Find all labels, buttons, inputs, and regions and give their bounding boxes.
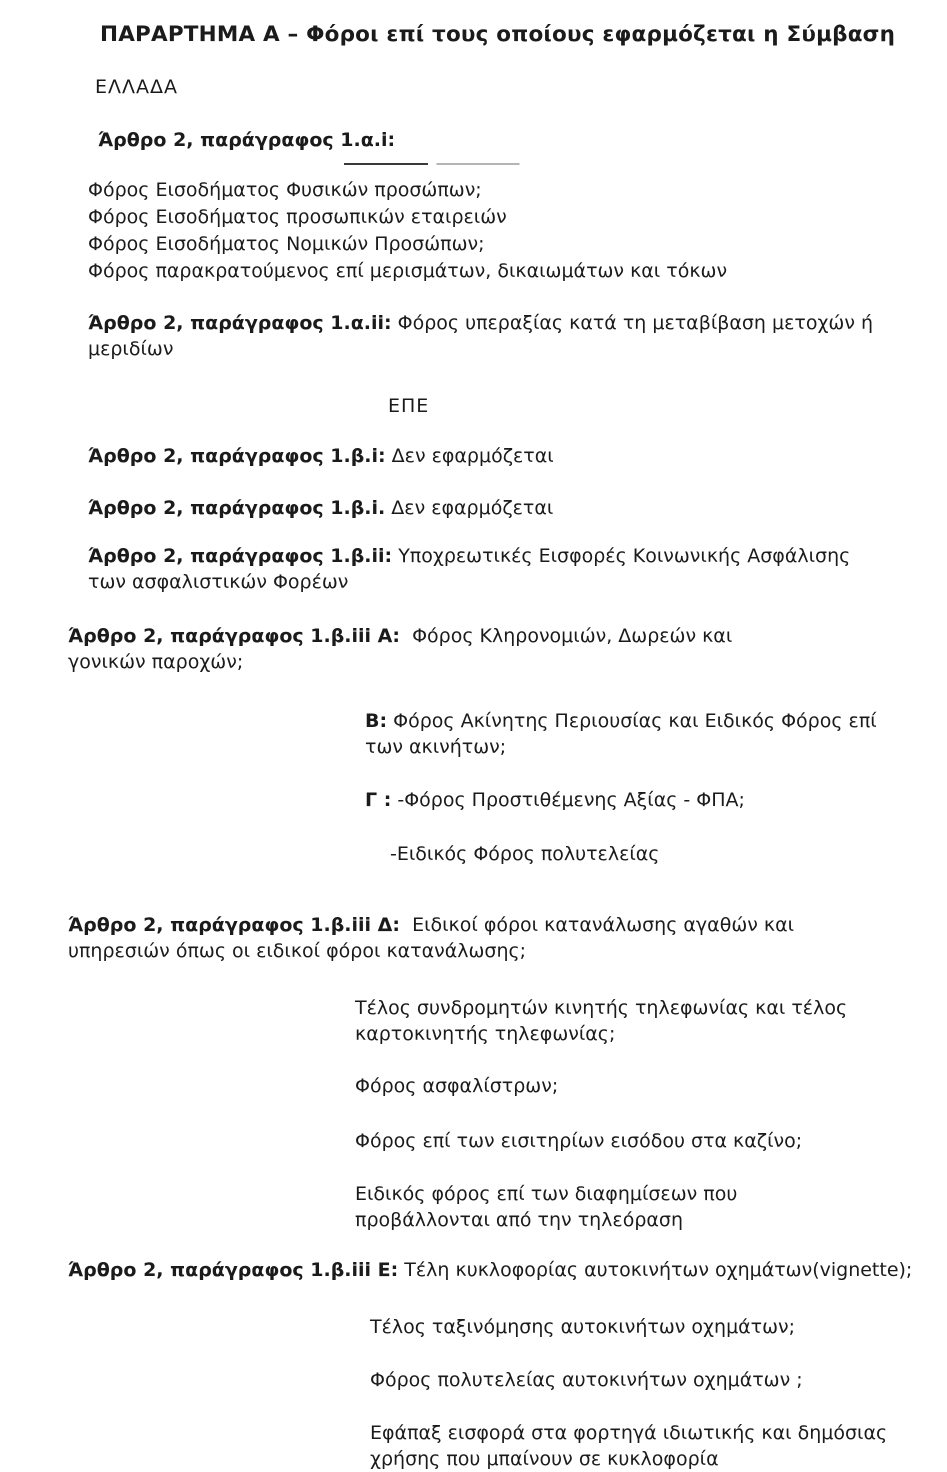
tax-item: Φόρος Εισοδήματος προσωπικών εταιρειών (88, 206, 507, 228)
article-heading-1bi: Άρθρο 2, παράγραφος 1.β.i: (88, 445, 386, 467)
sub-entry-G (365, 787, 917, 813)
article-paragraph-1bi-2 (88, 495, 917, 521)
short-underline (344, 163, 428, 165)
article-heading-1biii-A: Άρθρο 2, παράγραφος 1.β.iii Α: (68, 625, 400, 647)
sub-entry-luxury (390, 841, 917, 867)
article-heading-1bii: Άρθρο 2, παράγραφος 1.β.ii: (88, 545, 393, 567)
article-text: Τέλη κυκλοφορίας αυτοκινήτων οχημάτων(vignette); (404, 1259, 913, 1281)
article-text: Δεν εφαρμόζεται (391, 497, 554, 519)
tax-item: Εφάπαξ εισφορά στα φορτηγά ιδιωτικής και δημόσιας χρήσης που μπαίνουν σε κυκλοφορία (370, 1422, 888, 1470)
sub-text: -Ειδικός Φόρος πολυτελείας (390, 843, 660, 865)
sub-label-B: Β: (365, 710, 388, 732)
tax-item: Φόρος πολυτελείας αυτοκινήτων οχημάτων ; (370, 1369, 803, 1391)
sub-entry-B (365, 708, 890, 760)
tax-item: Τέλος συνδρομητών κινητής τηλεφωνίας και τέλος καρτοκινητής τηλεφωνίας; (355, 997, 848, 1045)
sub-label-G: Γ : (365, 789, 392, 811)
article-text: Φόρος Κληρονομιών, Δωρεών και γονικών παροχών; (68, 625, 733, 673)
tax-item: Τέλος ταξινόμησης αυτοκινήτων οχημάτων; (370, 1316, 796, 1338)
article-paragraph-1biii-D (68, 912, 813, 964)
article-heading-1biii-E: Άρθρο 2, παράγραφος 1.β.iii Ε: (68, 1259, 399, 1281)
tax-item: Φόρος Εισοδήματος Νομικών Προσώπων; (88, 233, 485, 255)
article-paragraph-1aii (88, 310, 917, 362)
article-paragraph-1biii-A (68, 623, 768, 675)
sub-text: Φόρος Ακίνητης Περιουσίας και Ειδικός Φόρος επί των ακινήτων; (365, 710, 877, 758)
article-heading-1ai: Άρθρο 2, παράγραφος 1.α.i: (98, 129, 396, 151)
tax-item: Ειδικός φόρος επί των διαφημίσεων που προβάλλονται από την τηλεόραση (355, 1183, 738, 1231)
article-heading-1aii: Άρθρο 2, παράγραφος 1.α.ii: (88, 312, 392, 334)
article-paragraph-1bi (88, 443, 917, 469)
tax-item: Φόρος παρακρατούμενος επί μερισμάτων, δικαιωμάτων και τόκων (88, 260, 728, 282)
country-heading: ΕΛΛΑΔΑ (95, 76, 178, 98)
tax-item: Φόρος Εισοδήματος Φυσικών προσώπων; (88, 179, 482, 201)
tax-item: Φόρος επί των εισιτηρίων εισόδου στα καζίνο; (355, 1130, 803, 1152)
note-epe: ΕΠΕ (388, 395, 430, 417)
article-heading-1bi-2: Άρθρο 2, παράγραφος 1.β.i. (88, 497, 386, 519)
article-text: Φόρος υπεραξίας κατά τη μεταβίβαση μετοχών ή μεριδίων (88, 312, 874, 360)
document-title: ΠΑΡΑΡΤΗΜΑ Α – Φόροι επί τους οποίους εφαρμόζεται η Σύμβαση (100, 22, 896, 47)
tax-list-1ai (88, 177, 917, 285)
sub-text: -Φόρος Προστιθέμενης Αξίας - ΦΠΑ; (397, 789, 745, 811)
article-text: Υποχρεωτικές Εισφορές Κοινωνικής Ασφάλισης των ασφαλιστικών Φορέων (88, 545, 851, 593)
article-heading-1biii-D: Άρθρο 2, παράγραφος 1.β.iii Δ: (68, 914, 400, 936)
article-text: Δεν εφαρμόζεται (391, 445, 554, 467)
article-paragraph-1bii (88, 543, 893, 595)
article-paragraph-1biii-E (68, 1257, 917, 1283)
tax-item: Φόρος ασφαλίστρων; (355, 1075, 559, 1097)
article-text: Ειδικοί φόροι κατανάλωσης αγαθών και υπηρεσιών όπως οι ειδικοί φόροι κατανάλωσης; (68, 914, 795, 962)
